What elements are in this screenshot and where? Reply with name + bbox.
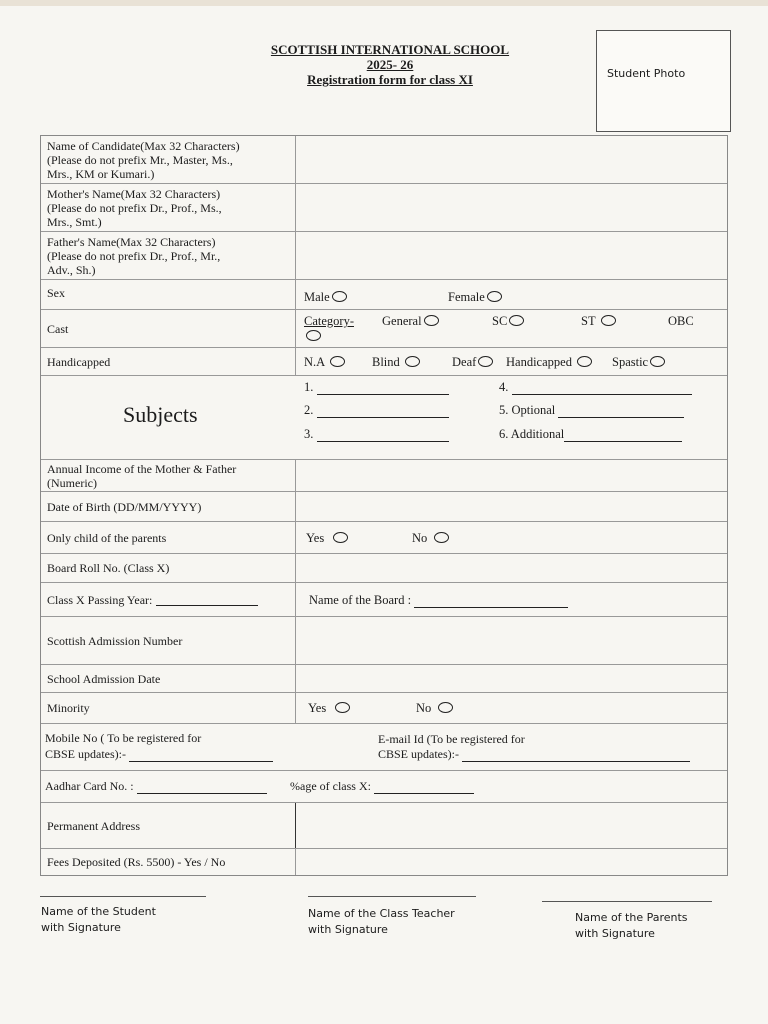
handicap-blind-option[interactable]: Blind: [372, 355, 420, 370]
subject-4-line[interactable]: [512, 383, 692, 395]
minority-yes-radio-icon[interactable]: [335, 702, 350, 713]
mobile-line[interactable]: [129, 750, 273, 762]
dob-field[interactable]: [296, 492, 727, 521]
subjects-block: [41, 376, 727, 459]
board-name-line[interactable]: [414, 596, 568, 608]
only-child-yes[interactable]: Yes: [306, 531, 348, 546]
only-child-row: [41, 522, 727, 554]
scan-edge: [0, 0, 768, 6]
deaf-radio-icon[interactable]: [478, 356, 493, 367]
aadhar-row: [41, 771, 727, 803]
candidate-name-label: Name of Candidate(Max 32 Characters) (Please do not prefix Mr., Master, Ms., Mrs., KM or Kumari.): [41, 136, 296, 183]
minority-yes[interactable]: Yes: [308, 701, 350, 716]
address-row: [41, 803, 727, 849]
fees-label[interactable]: Fees Deposited (Rs. 5500) - Yes / No: [41, 849, 296, 875]
email-field[interactable]: E-mail Id (To be registered for CBSE updates):-: [378, 732, 690, 762]
registration-table: [40, 135, 728, 876]
handicap-handicapped-option[interactable]: Handicapped: [506, 355, 592, 370]
cast-obc-option[interactable]: OBC: [668, 314, 694, 328]
blind-radio-icon[interactable]: [405, 356, 420, 367]
only-child-options: [296, 522, 727, 553]
subject-3-line[interactable]: [317, 430, 449, 442]
parents-signature-caption: Name of the Parents with Signature: [575, 911, 688, 940]
minority-options: [296, 693, 727, 723]
dob-label: Date of Birth (DD/MM/YYYY): [41, 492, 296, 521]
dob-row: [41, 492, 727, 522]
only-child-no-radio-icon[interactable]: [434, 532, 449, 543]
subject-6-additional[interactable]: 6. Additional: [499, 427, 682, 442]
only-child-yes-radio-icon[interactable]: [333, 532, 348, 543]
contact-block: [41, 724, 727, 770]
parents-signature-line[interactable]: [542, 901, 712, 902]
mother-name-row: [41, 184, 727, 232]
minority-no[interactable]: No: [416, 701, 453, 716]
aadhar-line[interactable]: [137, 782, 267, 794]
candidate-name-field[interactable]: [296, 136, 727, 183]
subject-6-line[interactable]: [564, 430, 682, 442]
income-field[interactable]: [296, 460, 727, 491]
category-label: Category-: [304, 314, 354, 328]
form-header: [240, 42, 540, 87]
cast-sc-option[interactable]: SC: [492, 314, 524, 329]
teacher-signature-caption: Name of the Class Teacher with Signature: [308, 907, 455, 936]
handicap-deaf-option[interactable]: Deaf: [452, 355, 493, 370]
subject-2[interactable]: 2.: [304, 403, 449, 418]
percentage-line[interactable]: [374, 782, 474, 794]
handicap-spastic-option[interactable]: Spastic: [612, 355, 665, 370]
passing-year-cell: [41, 583, 296, 616]
admission-number-field[interactable]: [296, 617, 727, 664]
spastic-radio-icon[interactable]: [650, 356, 665, 367]
father-name-label: Father's Name(Max 32 Characters) (Please do not prefix Dr., Prof., Mr., Adv., Sh.): [41, 232, 296, 279]
cast-row: [41, 310, 727, 348]
handicapped-label: Handicapped: [41, 348, 296, 375]
father-name-field[interactable]: [296, 232, 727, 279]
minority-no-radio-icon[interactable]: [438, 702, 453, 713]
general-radio-icon[interactable]: [424, 315, 439, 326]
admission-date-label: School Admission Date: [41, 665, 296, 692]
handicap-na-option[interactable]: N.A: [304, 355, 345, 370]
subject-5-optional[interactable]: 5. Optional: [499, 403, 684, 418]
minority-row: [41, 693, 727, 724]
teacher-signature-line[interactable]: [308, 896, 476, 897]
cast-label: Cast: [41, 310, 296, 347]
na-radio-icon[interactable]: [330, 356, 345, 367]
board-roll-label: Board Roll No. (Class X): [41, 554, 296, 582]
subject-1-line[interactable]: [317, 383, 449, 395]
form-title: Registration form for class XI: [307, 72, 473, 87]
sex-label: Sex: [41, 280, 296, 309]
mobile-field[interactable]: Mobile No ( To be registered for CBSE updates):-: [45, 730, 273, 762]
board-name-cell: [296, 583, 727, 616]
minority-label: Minority: [41, 693, 296, 723]
student-signature-caption: Name of the Student with Signature: [41, 905, 156, 934]
male-radio-icon[interactable]: [332, 291, 347, 302]
cast-general-option[interactable]: General: [382, 314, 439, 329]
father-name-row: [41, 232, 727, 280]
admission-date-row: [41, 665, 727, 693]
percentage-field[interactable]: %age of class X:: [290, 779, 474, 794]
student-signature-line[interactable]: [40, 896, 206, 897]
only-child-no[interactable]: No: [412, 531, 449, 546]
school-name: SCOTTISH INTERNATIONAL SCHOOL: [270, 42, 510, 57]
subject-1[interactable]: 1.: [304, 380, 449, 395]
admission-number-row: [41, 617, 727, 665]
student-photo-label: Student Photo: [607, 67, 686, 80]
contact-row: [41, 724, 727, 771]
address-label: Permanent Address: [41, 803, 296, 848]
admission-number-label: Scottish Admission Number: [41, 617, 296, 664]
sex-female-option[interactable]: Female: [448, 290, 502, 305]
session-year: 2025- 26: [366, 57, 414, 72]
fees-field[interactable]: [296, 849, 727, 875]
subject-5-line[interactable]: [558, 406, 684, 418]
category-radio-icon[interactable]: [306, 330, 321, 341]
subject-3[interactable]: 3.: [304, 427, 449, 442]
board-roll-row: [41, 554, 727, 583]
sc-radio-icon[interactable]: [509, 315, 524, 326]
fees-row: [41, 849, 727, 875]
aadhar-block: [41, 771, 727, 802]
st-radio-icon[interactable]: [601, 315, 616, 326]
subject-2-line[interactable]: [317, 406, 449, 418]
passing-year-line[interactable]: [156, 594, 258, 606]
female-radio-icon[interactable]: [487, 291, 502, 302]
sex-male-option[interactable]: Male: [304, 290, 347, 305]
admission-date-field[interactable]: [296, 665, 727, 692]
handicapped-row: [41, 348, 727, 376]
subject-4[interactable]: 4.: [499, 380, 692, 395]
mother-name-field[interactable]: [296, 184, 727, 231]
board-roll-field[interactable]: [296, 554, 727, 582]
email-line[interactable]: [462, 750, 690, 762]
board-name[interactable]: Name of the Board :: [309, 593, 568, 608]
only-child-label: Only child of the parents: [41, 522, 296, 553]
aadhar-field[interactable]: Aadhar Card No. :: [45, 779, 267, 794]
passing-year-label: Class X Passing Year:: [47, 592, 153, 607]
address-field[interactable]: [296, 803, 727, 848]
sex-options: [296, 280, 727, 309]
sex-row: [41, 280, 727, 310]
cast-options: [296, 310, 727, 347]
subjects-title: Subjects: [123, 402, 198, 427]
mother-name-label: Mother's Name(Max 32 Characters) (Please do not prefix Dr., Prof., Ms., Mrs., Smt.): [41, 184, 296, 231]
handicapped-radio-icon[interactable]: [577, 356, 592, 367]
student-photo-box[interactable]: [596, 30, 731, 132]
handicapped-options: [296, 348, 727, 375]
candidate-name-row: [41, 136, 727, 184]
income-row: [41, 460, 727, 492]
income-label: Annual Income of the Mother & Father (Numeric): [41, 460, 296, 491]
subjects-row: [41, 376, 727, 460]
cast-st-option[interactable]: ST: [581, 314, 616, 329]
passing-year-row: [41, 583, 727, 617]
